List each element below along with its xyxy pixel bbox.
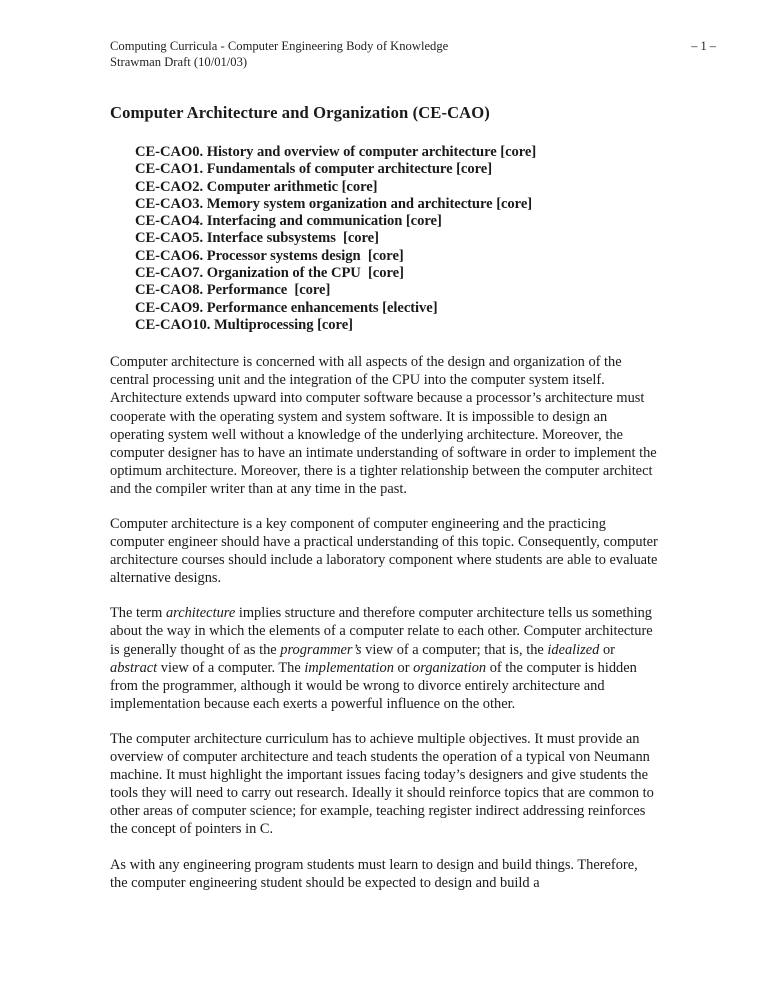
p3-text-7: of the computer is hidden from the programmer, although it would be wrong to divorce entirely architecture and implementation because each exerts a powerful influence on the other. — [110, 659, 637, 712]
p3-emphasis-idealized: idealized — [547, 641, 600, 658]
p3-text-2: implies structure and therefore computer architecture tells us something about the way in which the elements of a computer relate to each other. Computer architecture is generally thought of as the — [110, 605, 653, 658]
page-number: – 1 – — [691, 39, 716, 53]
body-text — [110, 353, 708, 891]
p3-text-6: or — [393, 659, 414, 676]
list-item: CE-CAO9. Performance enhancements [elective] — [135, 299, 438, 316]
list-item: CE-CAO1. Fundamentals of computer architecture [core] — [135, 161, 492, 178]
topic-outline-list — [110, 144, 708, 334]
page-title: Computer Architecture and Organization (CE-CAO) — [110, 103, 490, 122]
p3-text-1: The term — [110, 605, 166, 622]
p3-emphasis-programmers: programmer’s — [280, 641, 362, 658]
paragraph-3 — [110, 604, 658, 713]
list-item: CE-CAO2. Computer arithmetic [core] — [135, 178, 378, 195]
list-item: CE-CAO0. History and overview of computer architecture [core] — [135, 144, 537, 160]
p3-text-3: view of a computer; that is, the — [361, 641, 548, 658]
list-item: CE-CAO8. Performance [core] — [135, 282, 331, 299]
header-title-line: Computing Curricula - Computer Engineering Body of Knowledge — [110, 39, 449, 53]
p3-emphasis-architecture: architecture — [165, 605, 236, 622]
list-item: CE-CAO7. Organization of the CPU [core] — [135, 265, 404, 282]
list-item: CE-CAO3. Memory system organization and architecture [core] — [135, 195, 533, 212]
paragraph-1: Computer architecture is concerned with all aspects of the design and organization of the central processing unit and the integration of the CPU into the computer system itself. Architecture extends upward into computer software because a processor’s architecture must cooperate with the operating system and system software. It is impossible to design an operating system well without a knowledge of the underlying architecture. Moreover, the computer designer has to have an intimate understanding of software in order to implement the optimum architecture. Moreover, there is a tighter relationship between the computer architect and the compiler writer than at any time in the past. — [110, 354, 657, 497]
header-draft-line: Strawman Draft (10/01/03) — [110, 55, 248, 69]
paragraph-2: Computer architecture is a key component of computer engineering and the practicing computer engineer should have a practical understanding of this topic. Consequently, computer architecture courses should include a laboratory component where students are able to evaluate alternative designs. — [110, 516, 658, 587]
p3-emphasis-organization: organization — [413, 659, 487, 676]
paragraph-4: The computer architecture curriculum has to achieve multiple objectives. It must provide an overview of computer architecture and teach students the operation of a typical von Neumann machine. It must highlight the important issues facing today’s designers and give students the tools they will need to carry out research. Ideally it should reinforce topics that are common to other areas of computer science; for example, teaching register indirect addressing reinforces the concept of pointers in C. — [110, 730, 654, 838]
running-header — [110, 38, 716, 70]
list-item: CE-CAO4. Interfacing and communication [core] — [135, 213, 442, 230]
p3-text-4: or — [599, 641, 615, 658]
list-item: CE-CAO5. Interface subsystems [core] — [135, 230, 379, 247]
paragraph-5: As with any engineering program students must learn to design and build things. Therefore, the computer engineering student should be expected to design and build a — [110, 856, 638, 891]
p3-emphasis-implementation: implementation — [304, 659, 394, 676]
p3-emphasis-abstract: abstract — [110, 659, 158, 676]
p3-text-5: view of a computer. The — [157, 659, 305, 676]
list-item: CE-CAO6. Processor systems design [core] — [135, 247, 404, 264]
list-item: CE-CAO10. Multiprocessing [core] — [135, 316, 353, 333]
